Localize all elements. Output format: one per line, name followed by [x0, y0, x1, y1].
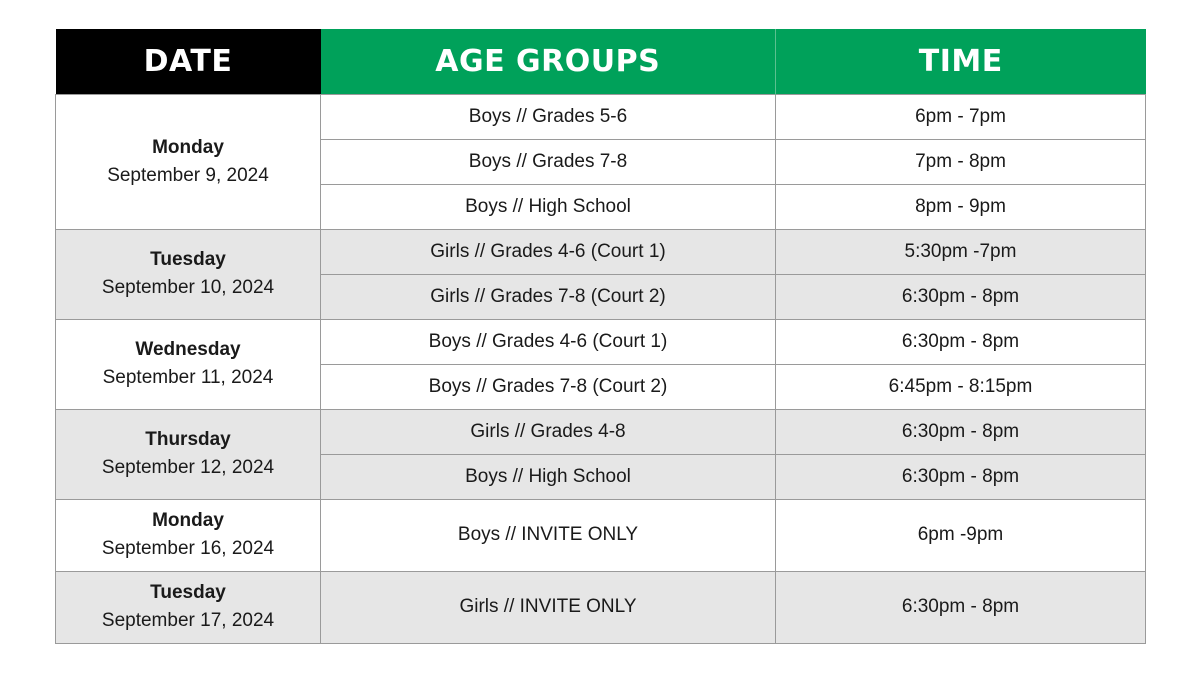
time-cell: 6pm - 7pm — [776, 95, 1146, 140]
time-cell: 5:30pm -7pm — [776, 230, 1146, 275]
day-name: Tuesday — [150, 582, 226, 604]
day-date: September 17, 2024 — [101, 610, 275, 631]
age-group-cell: Boys // Grades 7-8 — [321, 140, 776, 185]
day-date: September 11, 2024 — [102, 367, 274, 388]
table-header — [56, 29, 1146, 95]
age-group-cell: Boys // High School — [321, 455, 776, 500]
day-name: Tuesday — [150, 249, 226, 271]
day-name: Thursday — [145, 429, 231, 451]
day-date: September 16, 2024 — [101, 538, 275, 559]
day-date: September 12, 2024 — [101, 457, 275, 478]
day-block — [56, 500, 1146, 572]
table-row — [56, 500, 1146, 572]
date-cell — [56, 320, 321, 410]
age-group-cell: Girls // Grades 4-6 (Court 1) — [321, 230, 776, 275]
header-date: DATE — [56, 29, 321, 95]
date-cell — [56, 410, 321, 500]
day-block — [56, 320, 1146, 410]
age-group-cell: Boys // High School — [321, 185, 776, 230]
age-group-cell: Girls // INVITE ONLY — [321, 572, 776, 644]
day-date: September 10, 2024 — [101, 277, 275, 298]
age-group-cell: Boys // Grades 4-6 (Court 1) — [321, 320, 776, 365]
table-row — [56, 230, 1146, 275]
time-cell: 6:30pm - 8pm — [776, 275, 1146, 320]
table-row — [56, 320, 1146, 365]
time-cell: 6:30pm - 8pm — [776, 320, 1146, 365]
header-age-groups: AGE GROUPS — [321, 29, 776, 95]
day-name: Monday — [152, 510, 224, 532]
table-row — [56, 410, 1146, 455]
date-cell — [56, 95, 321, 230]
age-group-cell: Boys // Grades 7-8 (Court 2) — [321, 365, 776, 410]
header-time: TIME — [776, 29, 1146, 95]
day-block — [56, 95, 1146, 230]
time-cell: 6:30pm - 8pm — [776, 455, 1146, 500]
schedule-table — [55, 29, 1146, 644]
time-cell: 7pm - 8pm — [776, 140, 1146, 185]
day-block — [56, 230, 1146, 320]
table-row — [56, 95, 1146, 140]
day-name: Wednesday — [135, 339, 241, 361]
time-cell: 6:30pm - 8pm — [776, 572, 1146, 644]
date-cell — [56, 572, 321, 644]
age-group-cell: Boys // Grades 5-6 — [321, 95, 776, 140]
time-cell: 6:30pm - 8pm — [776, 410, 1146, 455]
day-name: Monday — [152, 136, 224, 158]
time-cell: 6:45pm - 8:15pm — [776, 365, 1146, 410]
date-cell — [56, 500, 321, 572]
time-cell: 8pm - 9pm — [776, 185, 1146, 230]
day-block — [56, 410, 1146, 500]
day-block — [56, 572, 1146, 644]
date-cell — [56, 230, 321, 320]
table-row — [56, 572, 1146, 644]
age-group-cell: Girls // Grades 4-8 — [321, 410, 776, 455]
age-group-cell: Girls // Grades 7-8 (Court 2) — [321, 275, 776, 320]
time-cell: 6pm -9pm — [776, 500, 1146, 572]
day-date: September 9, 2024 — [107, 164, 269, 186]
age-group-cell: Boys // INVITE ONLY — [321, 500, 776, 572]
